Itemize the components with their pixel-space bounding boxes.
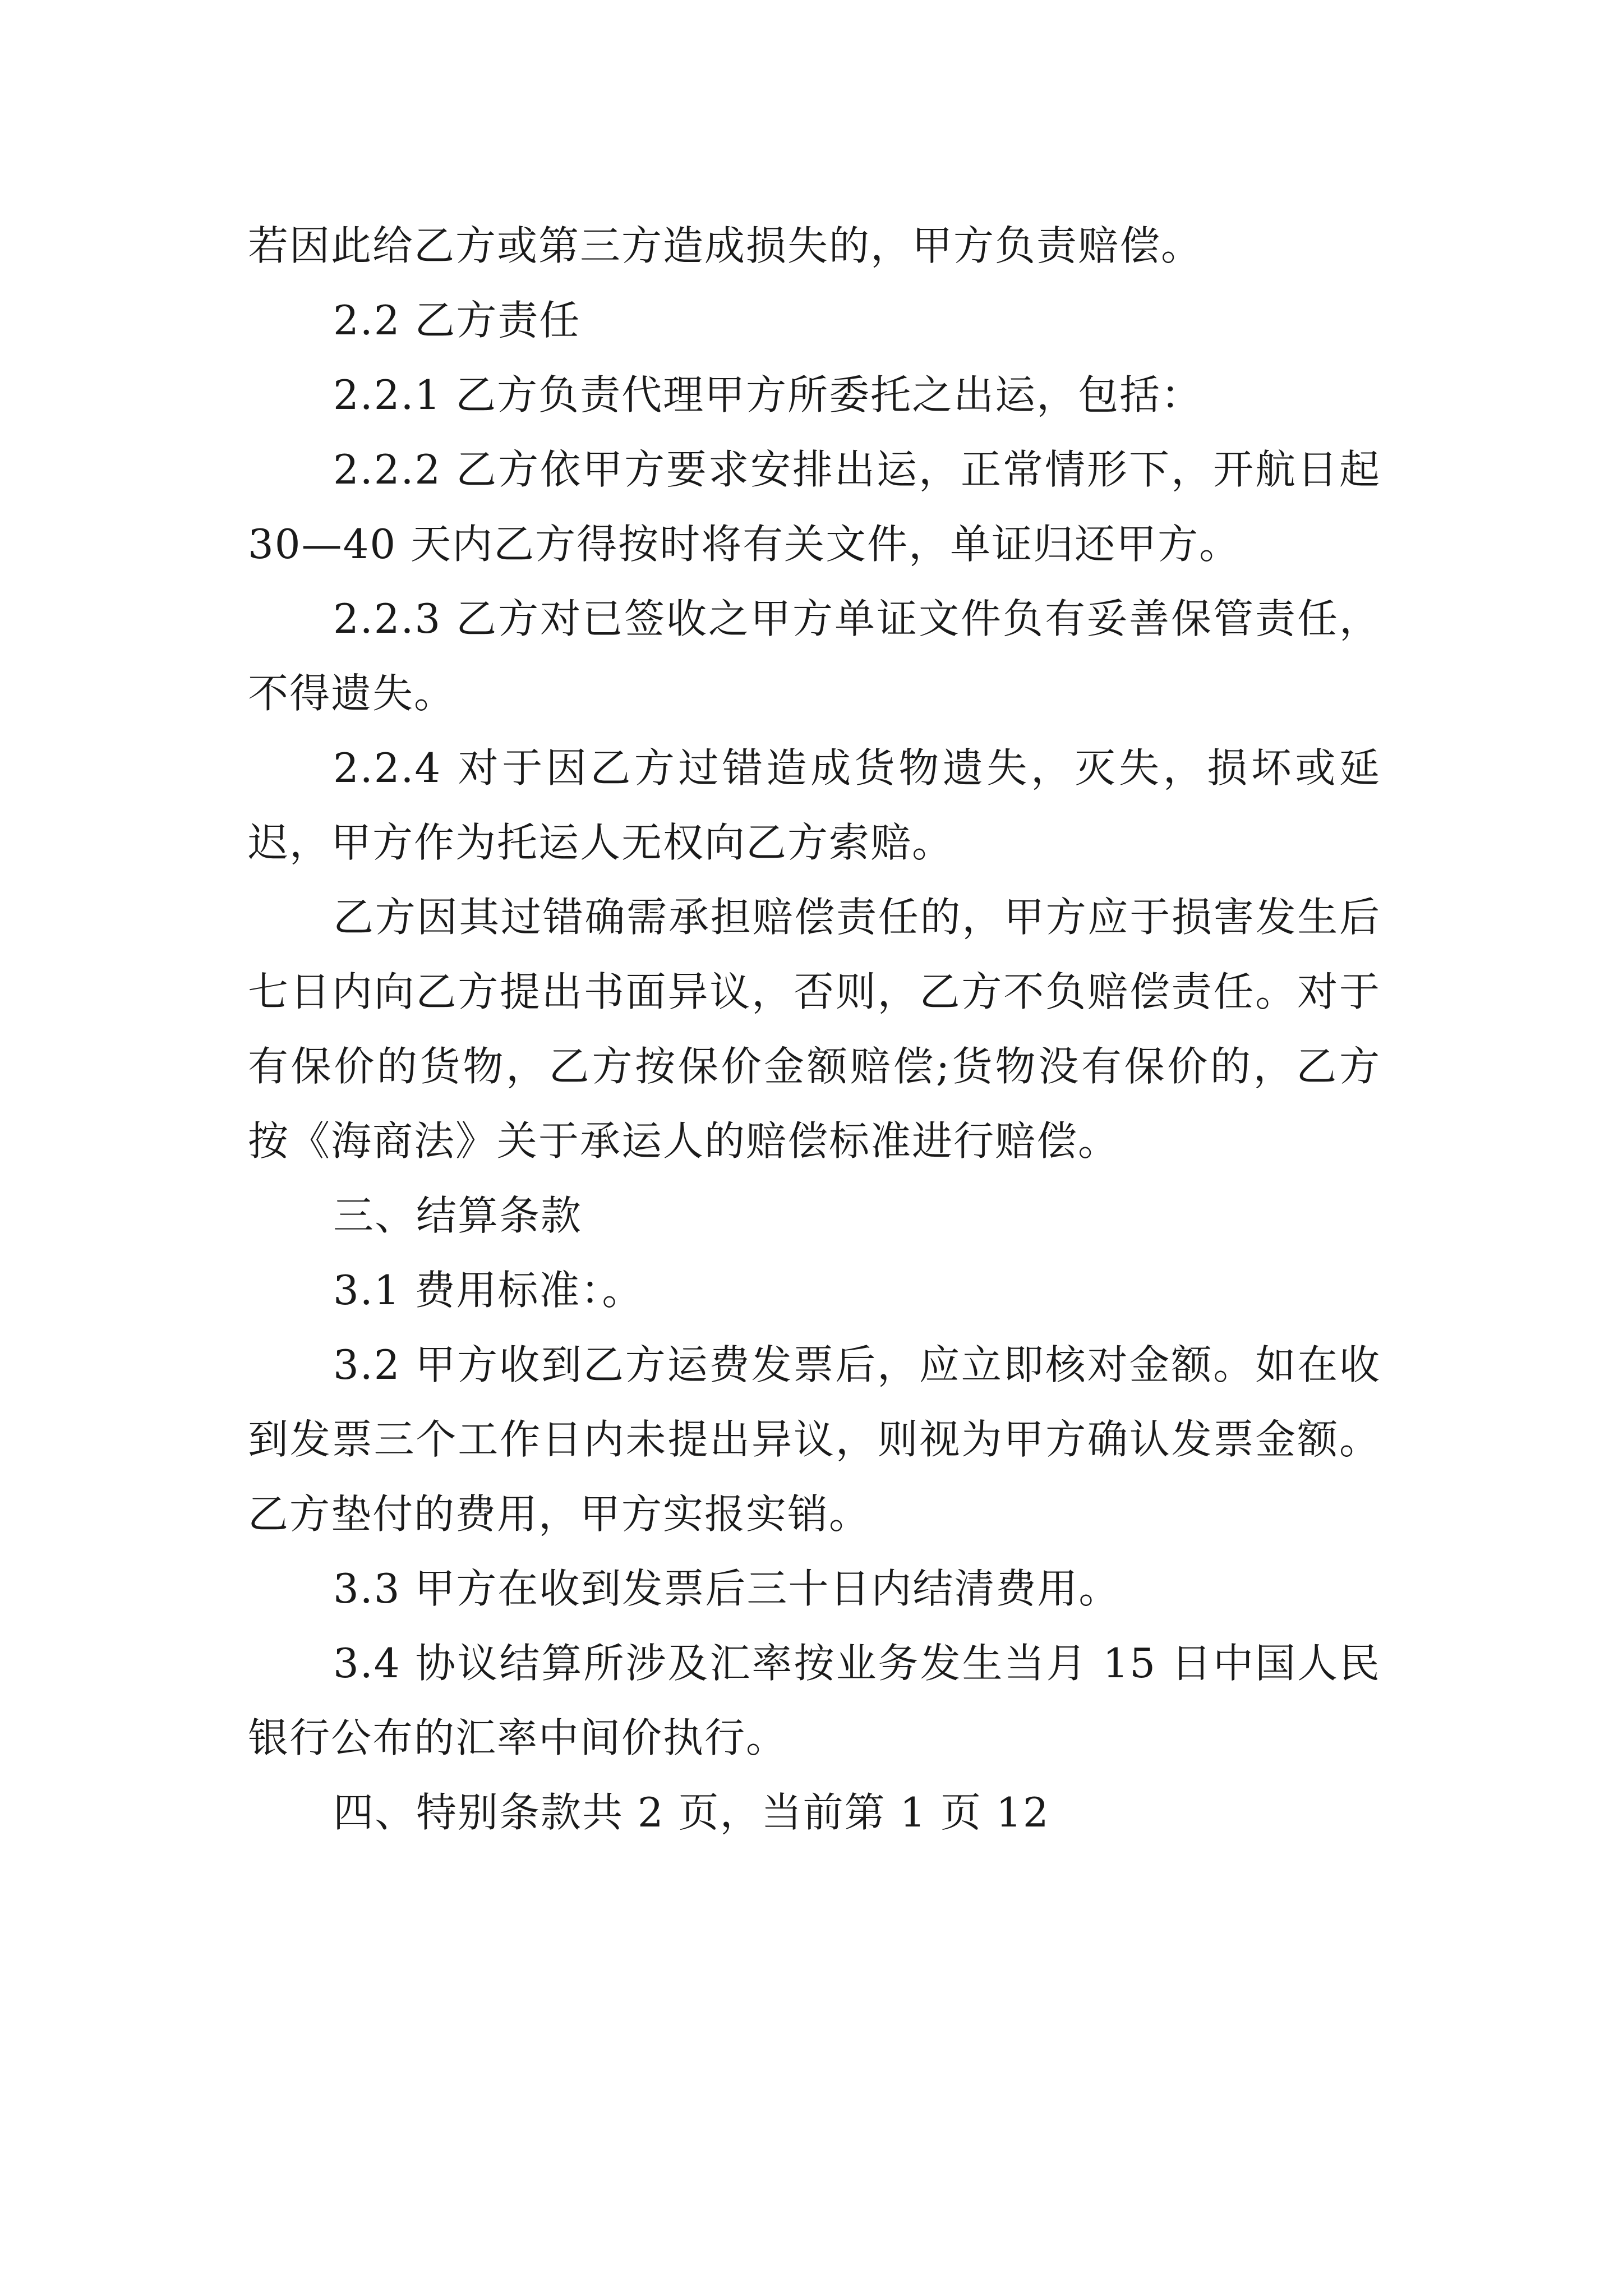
clause-3-2: 3.2 甲方收到乙方运费发票后，应立即核对金额。如在收到发票三个工作日内未提出异议，则视为甲方确认发票金额。乙方垫付的费用，甲方实报实销。 (248, 1341, 1381, 1538)
clause-2-2-3: 2.2.3 乙方对已签收之甲方单证文件负有妥善保管责任，不得遗失。 (248, 595, 1381, 717)
section-heading-2-2: 2.2 乙方责任 (333, 297, 581, 344)
clause-3-4: 3.4 协议结算所涉及汇率按业务发生当月 15 日中国人民银行公布的汇率中间价执行。 (248, 1640, 1381, 1761)
clause-2-2-2: 2.2.2 乙方依甲方要求安排出运，正常情形下，开航日起 30—40 天内乙方得按时将有关文件，单证归还甲方。 (248, 446, 1381, 568)
document-body (248, 209, 1381, 1850)
clause-3-3: 3.3 甲方在收到发票后三十日内结清费用。 (333, 1565, 1121, 1612)
section-heading-3: 三、结算条款 (333, 1192, 583, 1239)
clause-3-1: 3.1 费用标准：。 (333, 1267, 644, 1314)
paragraph-liability: 乙方因其过错确需承担赔偿责任的，甲方应于损害发生后七日内向乙方提出书面异议，否则，乙方不负赔偿责任。对于有保价的货物，乙方按保价金额赔偿;货物没有保价的，乙方按《海商法》关于承运人的赔偿标准进行赔偿。 (248, 894, 1381, 1165)
paragraph-loss-compensation: 若因此给乙方或第三方造成损失的，甲方负责赔偿。 (248, 222, 1203, 269)
section-heading-4-page-footer: 四、特别条款共 2 页，当前第 1 页 12 (333, 1789, 1050, 1836)
clause-2-2-1: 2.2.1 乙方负责代理甲方所委托之出运，包括： (333, 371, 1203, 418)
clause-2-2-4: 2.2.4 对于因乙方过错造成货物遗失，灭失，损坏或延迟，甲方作为托运人无权向乙方索赔。 (248, 744, 1381, 866)
